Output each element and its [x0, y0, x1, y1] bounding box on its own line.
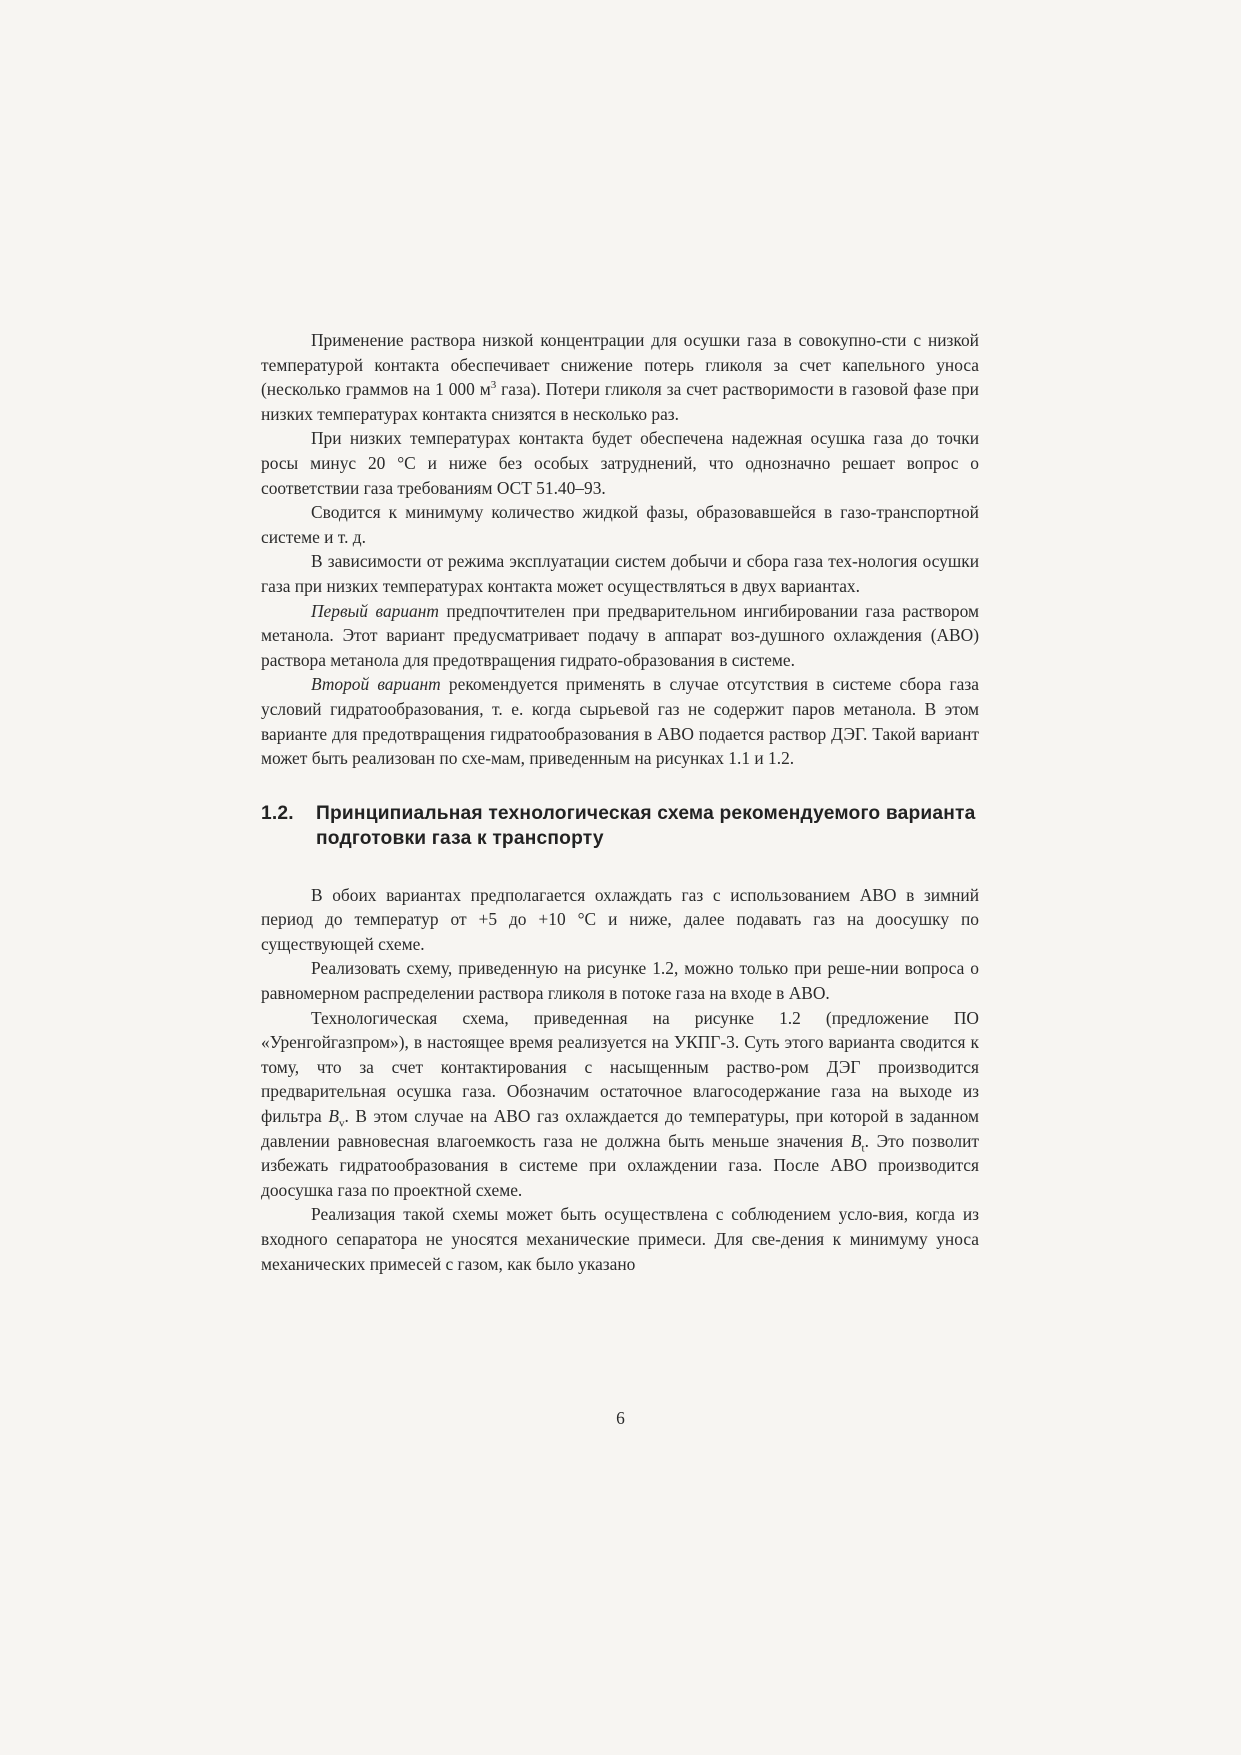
paragraph-ukpg3-scheme: Технологическая схема, приведенная на рисунке 1.2 (предложение ПО «Уренгойгазпром»), в настоящее время реализуется на УКПГ-3. Суть этого варианта сводится к тому, что за счет контактирования с насыщенным раство-ром ДЭГ производится предварительная осушка газа. Обозначим остаточное влагосодержание газа на выходе из фильтра $B_v$. В этом случае на АВО газ охлаждается до температуры, при которой в заданном давлении равновесная влагоемкость газа не должна быть меньше значения $B_t$. Это позволит избежать гидратообразования в системе при охлаждении газа. После АВО производится доосушка газа по проектной схеме. — [261, 1007, 979, 1200]
paragraph-scheme-implementation: Реализовать схему, приведенную на рисунке 1.2, можно только при реше-нии вопроса о равномерном распределении раствора гликоля в потоке газа на входе в АВО. — [261, 958, 979, 1004]
paragraph-both-variants: В обоих вариантах предполагается охлаждать газ с использованием АВО в зимний период до температур от +5 до +10 °С и ниже, далее подавать газ на доосушку по существующей схеме. — [261, 884, 979, 954]
section-heading — [261, 801, 979, 851]
paragraph-second-variant: Второй вариант рекомендуется применять в случае отсутствия в системе сбора газа условий гидратообразования, т. е. когда сырьевой газ не содержит паров метанола. В этом варианте для предотвращения гидратообразования в АВО подается раствор ДЭГ. Такой вариант может быть реализован по схе-мам, приведенным на рисунках 1.1 и 1.2. — [261, 674, 979, 769]
section-title: Принципиальная технологическая схема рекомендуемого варианта подготовки газа к транспорту — [316, 802, 976, 849]
page-body — [261, 328, 979, 1276]
paragraph-dew-point: При низких температурах контакта будет обеспечена надежная осушка газа до точки росы минус 20 °С и ниже без особых затруднений, что однозначно решает вопрос о соответствии газа требованиям ОСТ 51.40–93. — [261, 428, 979, 498]
paragraph-liquid-phase: Сводится к минимуму количество жидкой фазы, образовавшейся в газо-транспортной системе и т. д. — [261, 502, 979, 547]
paragraph-mechanical-impurities: Реализация такой схемы может быть осуществлена с соблюдением усло-вия, когда из входного сепаратора не уносятся механические примеси. Для све-дения к минимуму уноса механических примесей с газом, как было указано — [261, 1204, 979, 1274]
paragraph-first-variant: Первый вариант предпочтителен при предварительном ингибировании газа раствором метанола. Этот вариант предусматривает подачу в аппарат воз-душного охлаждения (АВО) раствора метанола для предотвращения гидрато-образования в системе. — [261, 600, 979, 670]
section-number: 1.2. — [261, 802, 294, 824]
paragraph-two-variants: В зависимости от режима эксплуатации систем добычи и сбора газа тех-нология осушки газа при низких температурах контакта может осуществляться в двух вариантах. — [261, 551, 979, 596]
page-number: 6 — [616, 1408, 625, 1428]
paragraph-glycol-losses: Применение раствора низкой концентрации для осушки газа в совокупно-сти с низкой температурой контакта обеспечивает снижение потерь гликоля за счет капельного уноса (несколько граммов на 1 000 $м^3$ газа). Потери гликоля за счет растворимости в газовой фазе при низких температурах контакта снизятся в несколько раз. — [261, 330, 979, 424]
